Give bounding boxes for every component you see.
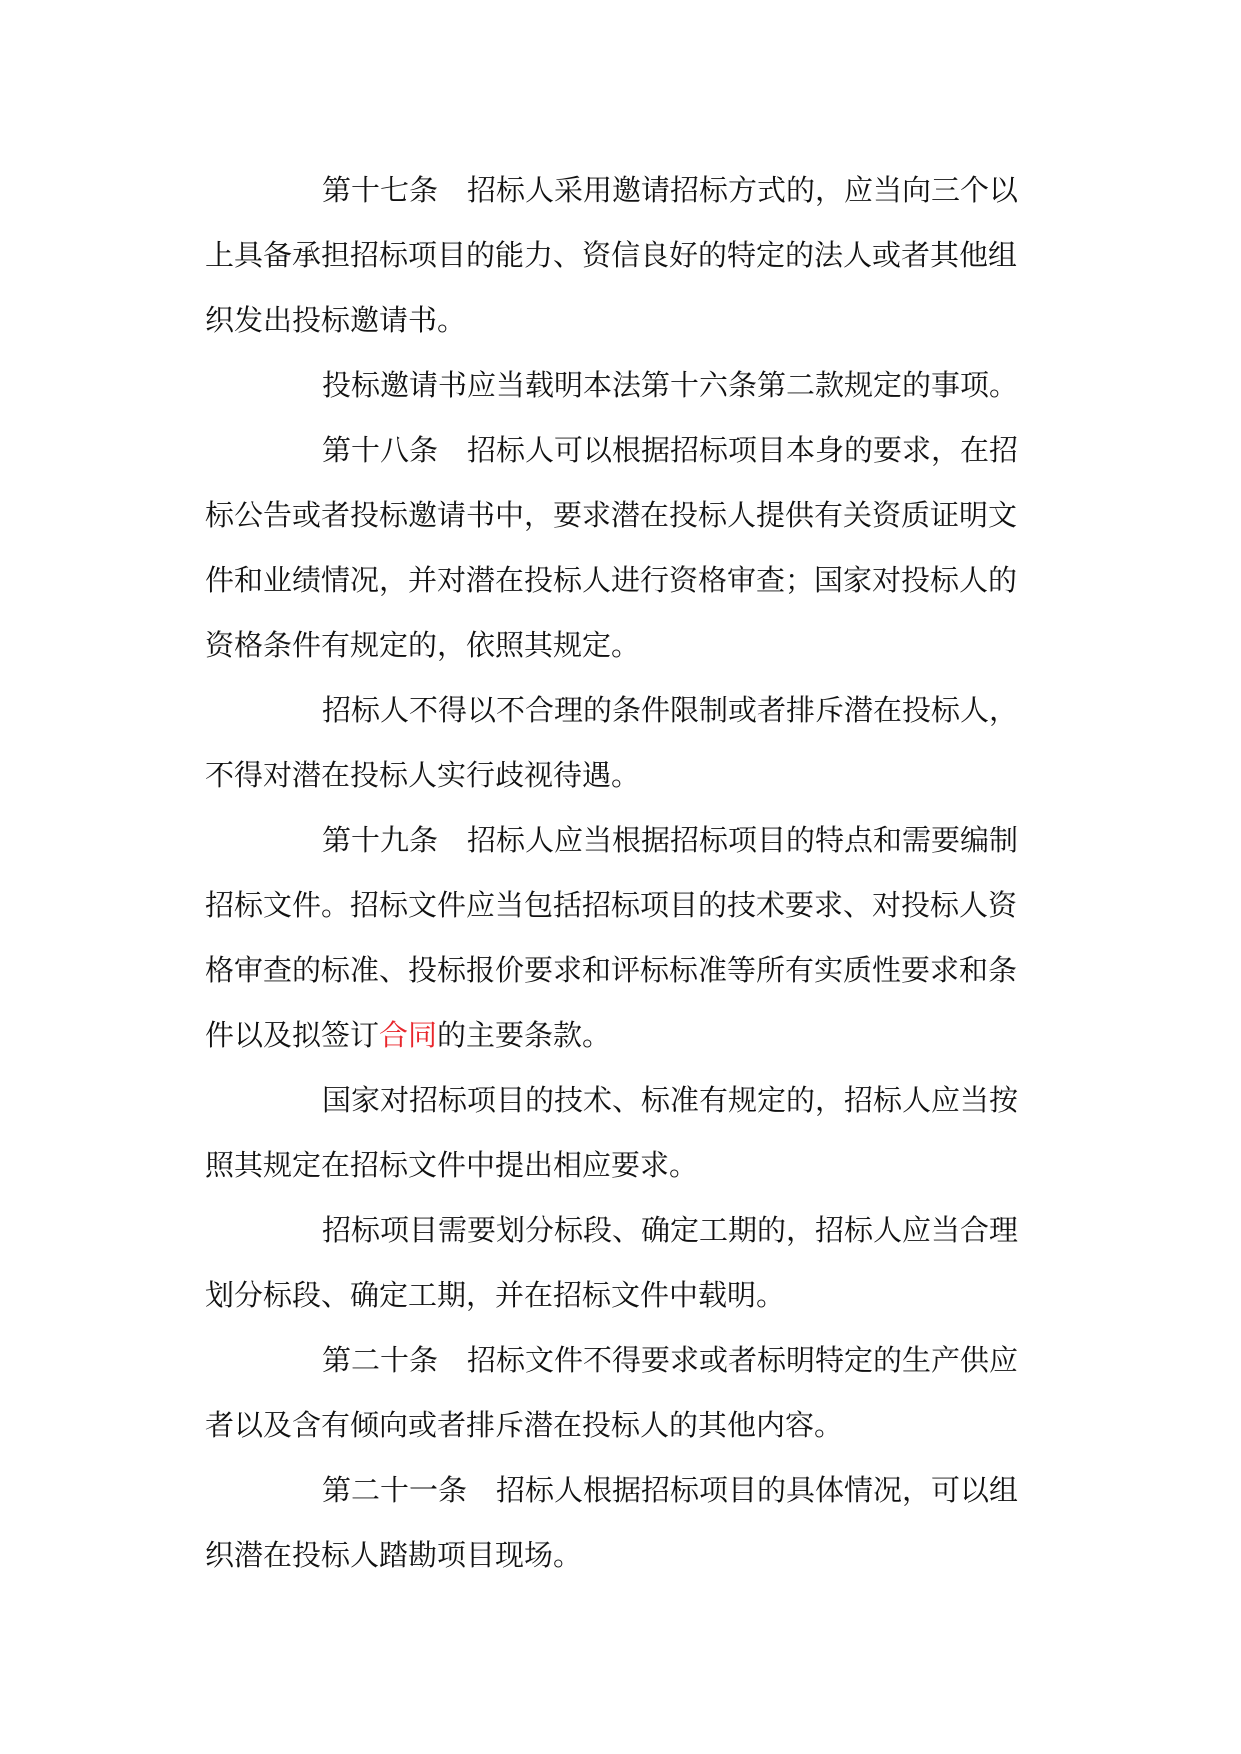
article-17-line-3: 织发出投标邀请书。 xyxy=(205,303,467,337)
article-18-line-1 xyxy=(205,418,1035,483)
article-18-line-2: 标公告或者投标邀请书中，要求潜在投标人提供有关资质证明文 xyxy=(205,498,1018,532)
article-19-paragraph-2-line-1: 国家对招标项目的技术、标准有规定的，招标人应当按 xyxy=(322,1083,1019,1117)
article-17-line-1 xyxy=(205,158,1035,223)
article-21-line-2: 织潜在投标人踏勘项目现场。 xyxy=(205,1538,583,1572)
contract-link[interactable]: 合同 xyxy=(379,1018,438,1052)
article-18-line-3: 件和业绩情况，并对潜在投标人进行资格审查；国家对投标人的 xyxy=(205,563,1018,597)
article-17-text: 招标人采用邀请招标方式的，应当向三个以 xyxy=(467,173,1019,207)
article-19-paragraph-3-line-1: 招标项目需要划分标段、确定工期的，招标人应当合理 xyxy=(322,1213,1019,1247)
article-17-paragraph-2: 投标邀请书应当载明本法第十六条第二款规定的事项。 xyxy=(322,368,1019,402)
article-19-line-3: 格审查的标准、投标报价要求和评标标准等所有实质性要求和条 xyxy=(205,953,1018,987)
article-19-heading: 第十九条 xyxy=(322,823,439,857)
article-21-text: 招标人根据招标项目的具体情况，可以组 xyxy=(496,1473,1019,1507)
article-19-line-4 xyxy=(205,1003,1035,1068)
article-18-line-4: 资格条件有规定的，依照其规定。 xyxy=(205,628,641,662)
article-20-line-2: 者以及含有倾向或者排斥潜在投标人的其他内容。 xyxy=(205,1408,844,1442)
article-20-line-1 xyxy=(205,1328,1035,1393)
article-19-text: 招标人应当根据招标项目的特点和需要编制 xyxy=(467,823,1019,857)
article-17-line-2: 上具备承担招标项目的能力、资信良好的特定的法人或者其他组 xyxy=(205,238,1018,272)
article-20-text: 招标文件不得要求或者标明特定的生产供应 xyxy=(467,1343,1019,1377)
article-18-paragraph-2-line-2: 不得对潜在投标人实行歧视待遇。 xyxy=(205,758,641,792)
article-21-line-1 xyxy=(205,1458,1035,1523)
article-19-line-2: 招标文件。招标文件应当包括招标项目的技术要求、对投标人资 xyxy=(205,888,1018,922)
article-19-paragraph-2-line-2: 照其规定在招标文件中提出相应要求。 xyxy=(205,1148,699,1182)
article-18-paragraph-2-line-1: 招标人不得以不合理的条件限制或者排斥潜在投标人， xyxy=(322,693,1019,727)
article-18-heading: 第十八条 xyxy=(322,433,439,467)
article-20-heading: 第二十条 xyxy=(322,1343,439,1377)
article-19-line-4-start: 件以及拟签订 xyxy=(205,1018,380,1052)
article-19-line-4-end: 的主要条款。 xyxy=(437,1018,612,1052)
article-19-paragraph-3-line-2: 划分标段、确定工期，并在招标文件中载明。 xyxy=(205,1278,786,1312)
document-body xyxy=(205,158,1035,1588)
article-17-heading: 第十七条 xyxy=(322,173,439,207)
article-19-line-1 xyxy=(205,808,1035,873)
article-21-heading: 第二十一条 xyxy=(322,1473,468,1507)
article-18-text: 招标人可以根据招标项目本身的要求，在招 xyxy=(467,433,1019,467)
